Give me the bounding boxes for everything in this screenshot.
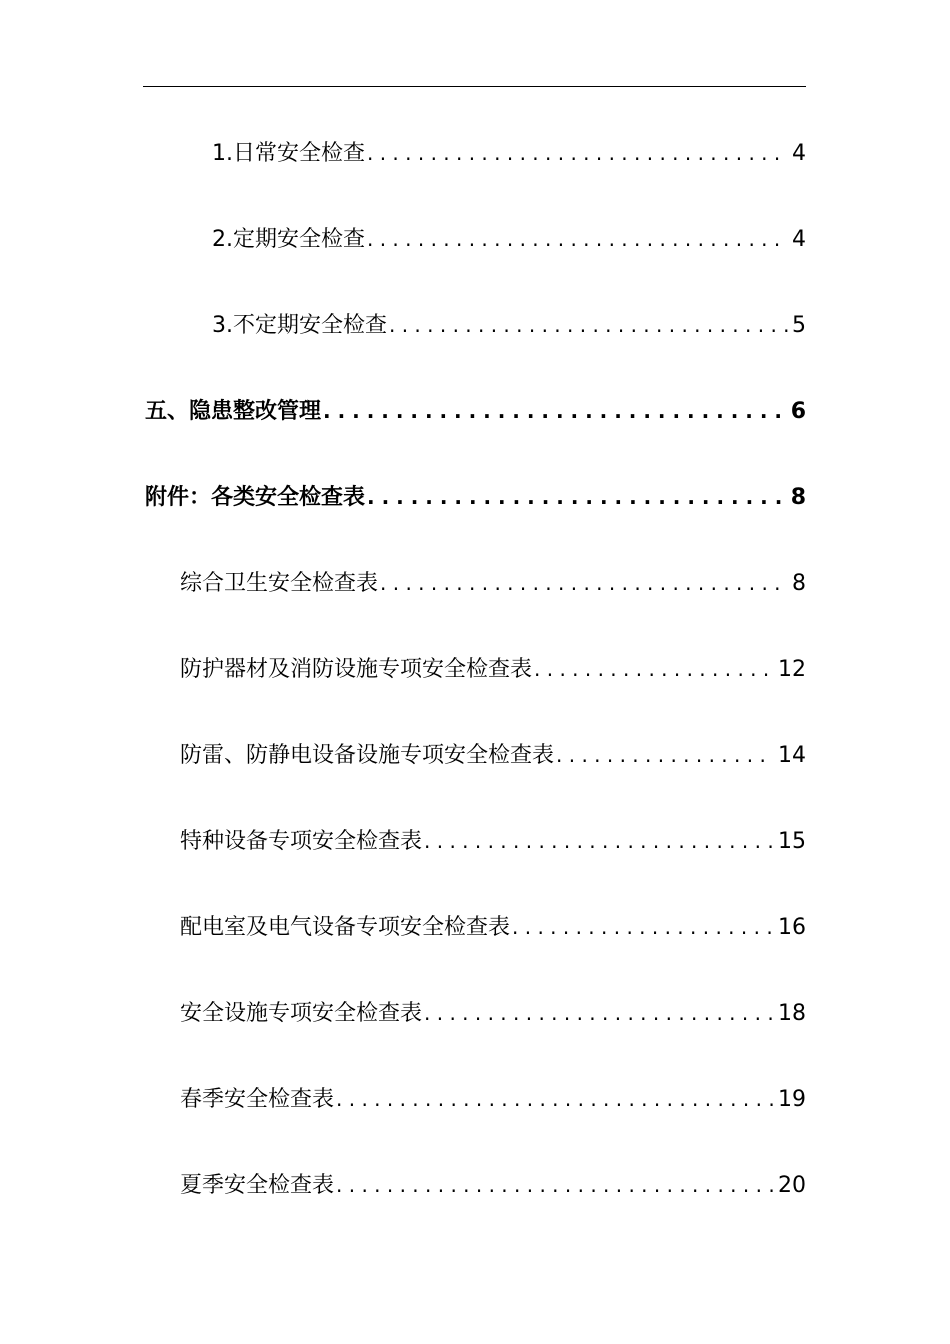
toc-dot-leader [323, 396, 787, 426]
toc-entry-page: 4 [792, 141, 806, 166]
toc-entry[interactable] [180, 740, 806, 770]
toc-entry[interactable] [180, 1084, 806, 1114]
toc-dot-leader [424, 826, 774, 856]
toc-entry-title: 1.日常安全检查 [212, 141, 365, 166]
toc-entry-page: 20 [778, 1173, 806, 1198]
toc-dot-leader [367, 224, 788, 254]
toc-entry[interactable] [180, 654, 806, 684]
toc-entry-title: 防雷、防静电设备设施专项安全检查表 [180, 743, 555, 768]
toc-entry-page: 6 [790, 399, 806, 424]
toc-entry-page: 16 [778, 915, 806, 940]
toc-entry[interactable] [180, 826, 806, 856]
toc-dot-leader [367, 482, 787, 512]
toc-entry[interactable] [180, 998, 806, 1028]
toc-dot-leader [534, 654, 774, 684]
toc-dot-leader [556, 740, 774, 770]
toc-entry-title: 2.定期安全检查 [212, 227, 365, 252]
toc-entry[interactable] [145, 482, 806, 512]
toc-entry-page: 8 [792, 571, 806, 596]
toc-entry-title: 五、隐患整改管理 [145, 399, 322, 424]
toc-entry-page: 8 [790, 485, 806, 510]
toc-entry[interactable] [180, 912, 806, 942]
toc-entry[interactable] [212, 224, 806, 254]
toc-entry[interactable] [180, 568, 806, 598]
toc-dot-leader [336, 1170, 774, 1200]
toc-entry-page: 15 [778, 829, 806, 854]
toc-entry-title: 安全设施专项安全检查表 [180, 1001, 423, 1026]
toc-dot-leader [389, 310, 788, 340]
toc-dot-leader [424, 998, 774, 1028]
toc-dot-leader [380, 568, 788, 598]
toc-dot-leader [367, 138, 788, 168]
toc-entry-page: 5 [792, 313, 806, 338]
toc-entry-title: 配电室及电气设备专项安全检查表 [180, 915, 511, 940]
toc-entry-title: 防护器材及消防设施专项安全检查表 [180, 657, 533, 682]
toc-entry[interactable] [180, 1170, 806, 1200]
toc-entry-title: 综合卫生安全检查表 [180, 571, 379, 596]
toc-entry-title: 特种设备专项安全检查表 [180, 829, 423, 854]
toc-entry[interactable] [145, 396, 806, 426]
toc-entry-title: 3.不定期安全检查 [212, 313, 387, 338]
toc-dot-leader [512, 912, 774, 942]
toc-entry[interactable] [212, 310, 806, 340]
toc-entry-title: 春季安全检查表 [180, 1087, 335, 1112]
toc-entry-title: 附件：各类安全检查表 [145, 485, 366, 510]
toc-entry-title: 夏季安全检查表 [180, 1173, 335, 1198]
toc-dot-leader [336, 1084, 774, 1114]
toc-entry-page: 19 [778, 1087, 806, 1112]
toc-entry-page: 14 [778, 743, 806, 768]
toc-entry[interactable] [212, 138, 806, 168]
toc-entry-page: 4 [792, 227, 806, 252]
toc-entry-page: 12 [778, 657, 806, 682]
toc-entry-page: 18 [778, 1001, 806, 1026]
